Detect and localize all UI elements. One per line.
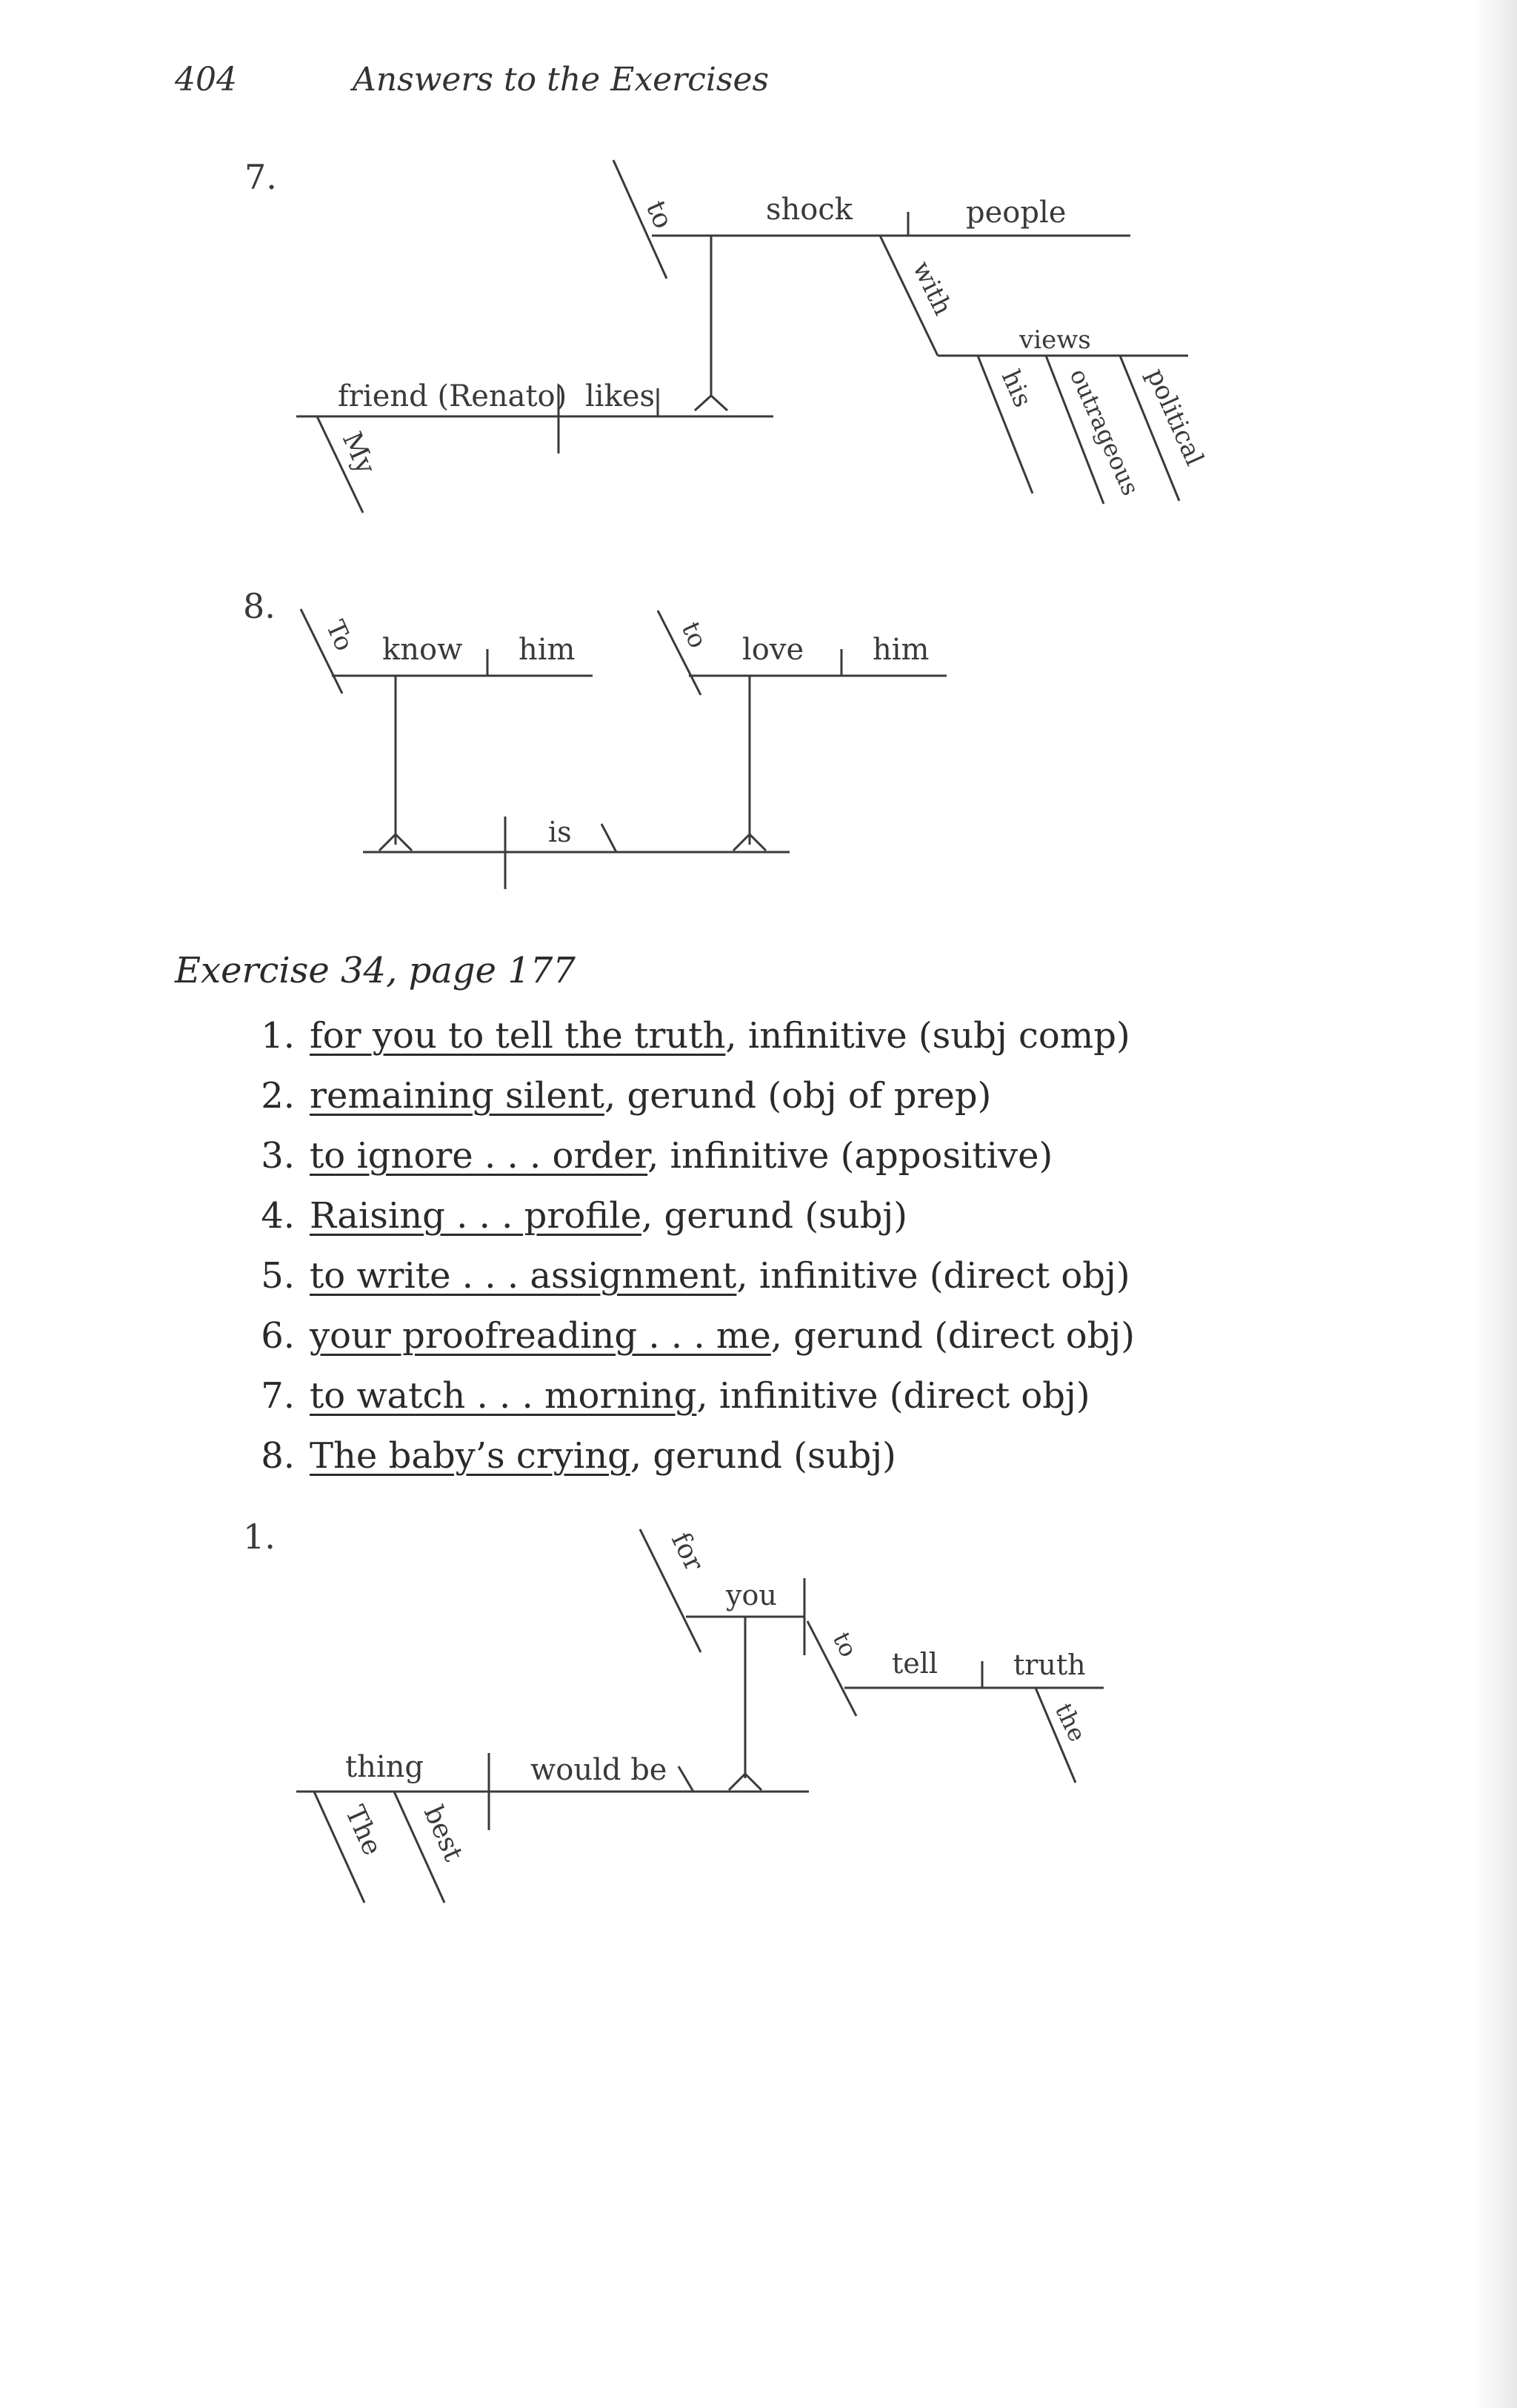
word-truth: truth [1013, 1649, 1086, 1681]
item-answer: , infinitive (direct obj) [736, 1255, 1130, 1297]
word-views: views [1019, 325, 1091, 355]
pedestal-1-left [379, 834, 396, 851]
pedestal-2-left [733, 834, 750, 851]
item-answer: , gerund (subj) [630, 1435, 896, 1477]
word-to: to [639, 196, 679, 233]
diagram-8 [0, 563, 1517, 904]
word-the-cap: The [339, 1800, 388, 1860]
item-number: 8. [261, 1435, 295, 1477]
item-number: 3. [261, 1135, 295, 1177]
item-answer: , gerund (subj) [641, 1195, 907, 1237]
diagram-7 [0, 0, 1517, 563]
item-number: 4. [261, 1195, 295, 1237]
complement-slant [601, 824, 616, 852]
item-answer: , infinitive (subj comp) [725, 1015, 1130, 1057]
word-his: his [995, 365, 1038, 412]
item-phrase: your proofreading . . . me [310, 1315, 771, 1357]
word-for: for [664, 1527, 710, 1576]
item-number: 1. [261, 1015, 295, 1057]
pedestal-left [729, 1774, 745, 1790]
item-number: 7. [261, 1375, 295, 1417]
running-title: Answers to the Exercises [353, 61, 770, 99]
pedestal-right [745, 1774, 761, 1790]
item-phrase: to watch . . . morning [310, 1375, 697, 1417]
list-item [237, 1426, 1135, 1486]
list-item [237, 1006, 1135, 1066]
item-phrase: for you to tell the truth [310, 1015, 726, 1057]
pedestal-1-right [396, 834, 412, 851]
item-phrase: to write . . . assignment [310, 1255, 737, 1297]
diagram-number: 7. [244, 157, 277, 197]
exercise-heading: Exercise 34, page 177 [175, 950, 576, 991]
list-item [237, 1126, 1135, 1186]
word-tell: tell [892, 1647, 938, 1680]
diagram-number: 1. [243, 1517, 276, 1557]
list-item [237, 1366, 1135, 1426]
word-subject: friend (Renato) [338, 379, 567, 413]
item-phrase: The baby’s crying [310, 1435, 630, 1477]
item-number: 6. [261, 1315, 295, 1357]
word-shock: shock [766, 193, 853, 227]
word-to: to [827, 1627, 864, 1662]
word-the: the [1049, 1698, 1092, 1746]
word-him-1: him [519, 633, 576, 667]
word-to-2: to [675, 617, 713, 653]
word-likes: likes [585, 379, 656, 413]
word-people: people [966, 196, 1067, 230]
word-know: know [382, 633, 463, 667]
word-political: political [1140, 364, 1210, 470]
item-number: 2. [261, 1075, 295, 1117]
pedestal-right [711, 396, 727, 410]
word-to-1: To [319, 616, 359, 656]
item-phrase: Raising . . . profile [310, 1195, 641, 1237]
list-item [237, 1066, 1135, 1126]
word-with: with [906, 256, 958, 320]
complement-slant [679, 1766, 693, 1792]
item-phrase: to ignore . . . order [310, 1135, 648, 1177]
item-number: 5. [261, 1255, 295, 1297]
pedestal-left [695, 396, 711, 410]
word-would-be: would be [530, 1753, 667, 1787]
word-is: is [548, 816, 572, 848]
item-answer: , gerund (obj of prep) [604, 1075, 992, 1117]
diagram-1 [0, 1497, 1517, 1956]
item-phrase: remaining silent [310, 1075, 604, 1117]
list-item [237, 1186, 1135, 1246]
word-thing: thing [345, 1750, 424, 1784]
item-answer: , infinitive (direct obj) [696, 1375, 1090, 1417]
list-item [237, 1246, 1135, 1306]
word-my: My [336, 427, 381, 479]
answer-list [237, 1006, 1135, 1486]
page-number: 404 [175, 61, 237, 99]
word-you: you [726, 1579, 777, 1612]
pedestal-2-right [750, 834, 766, 851]
item-answer: , infinitive (appositive) [647, 1135, 1053, 1177]
word-outrageous: outrageous [1064, 364, 1145, 500]
word-him-2: him [873, 633, 930, 667]
diagram-number: 8. [243, 586, 276, 626]
item-answer: , gerund (direct obj) [770, 1315, 1136, 1357]
word-love: love [742, 633, 804, 667]
list-item [237, 1306, 1135, 1366]
word-best: best [417, 1800, 469, 1866]
